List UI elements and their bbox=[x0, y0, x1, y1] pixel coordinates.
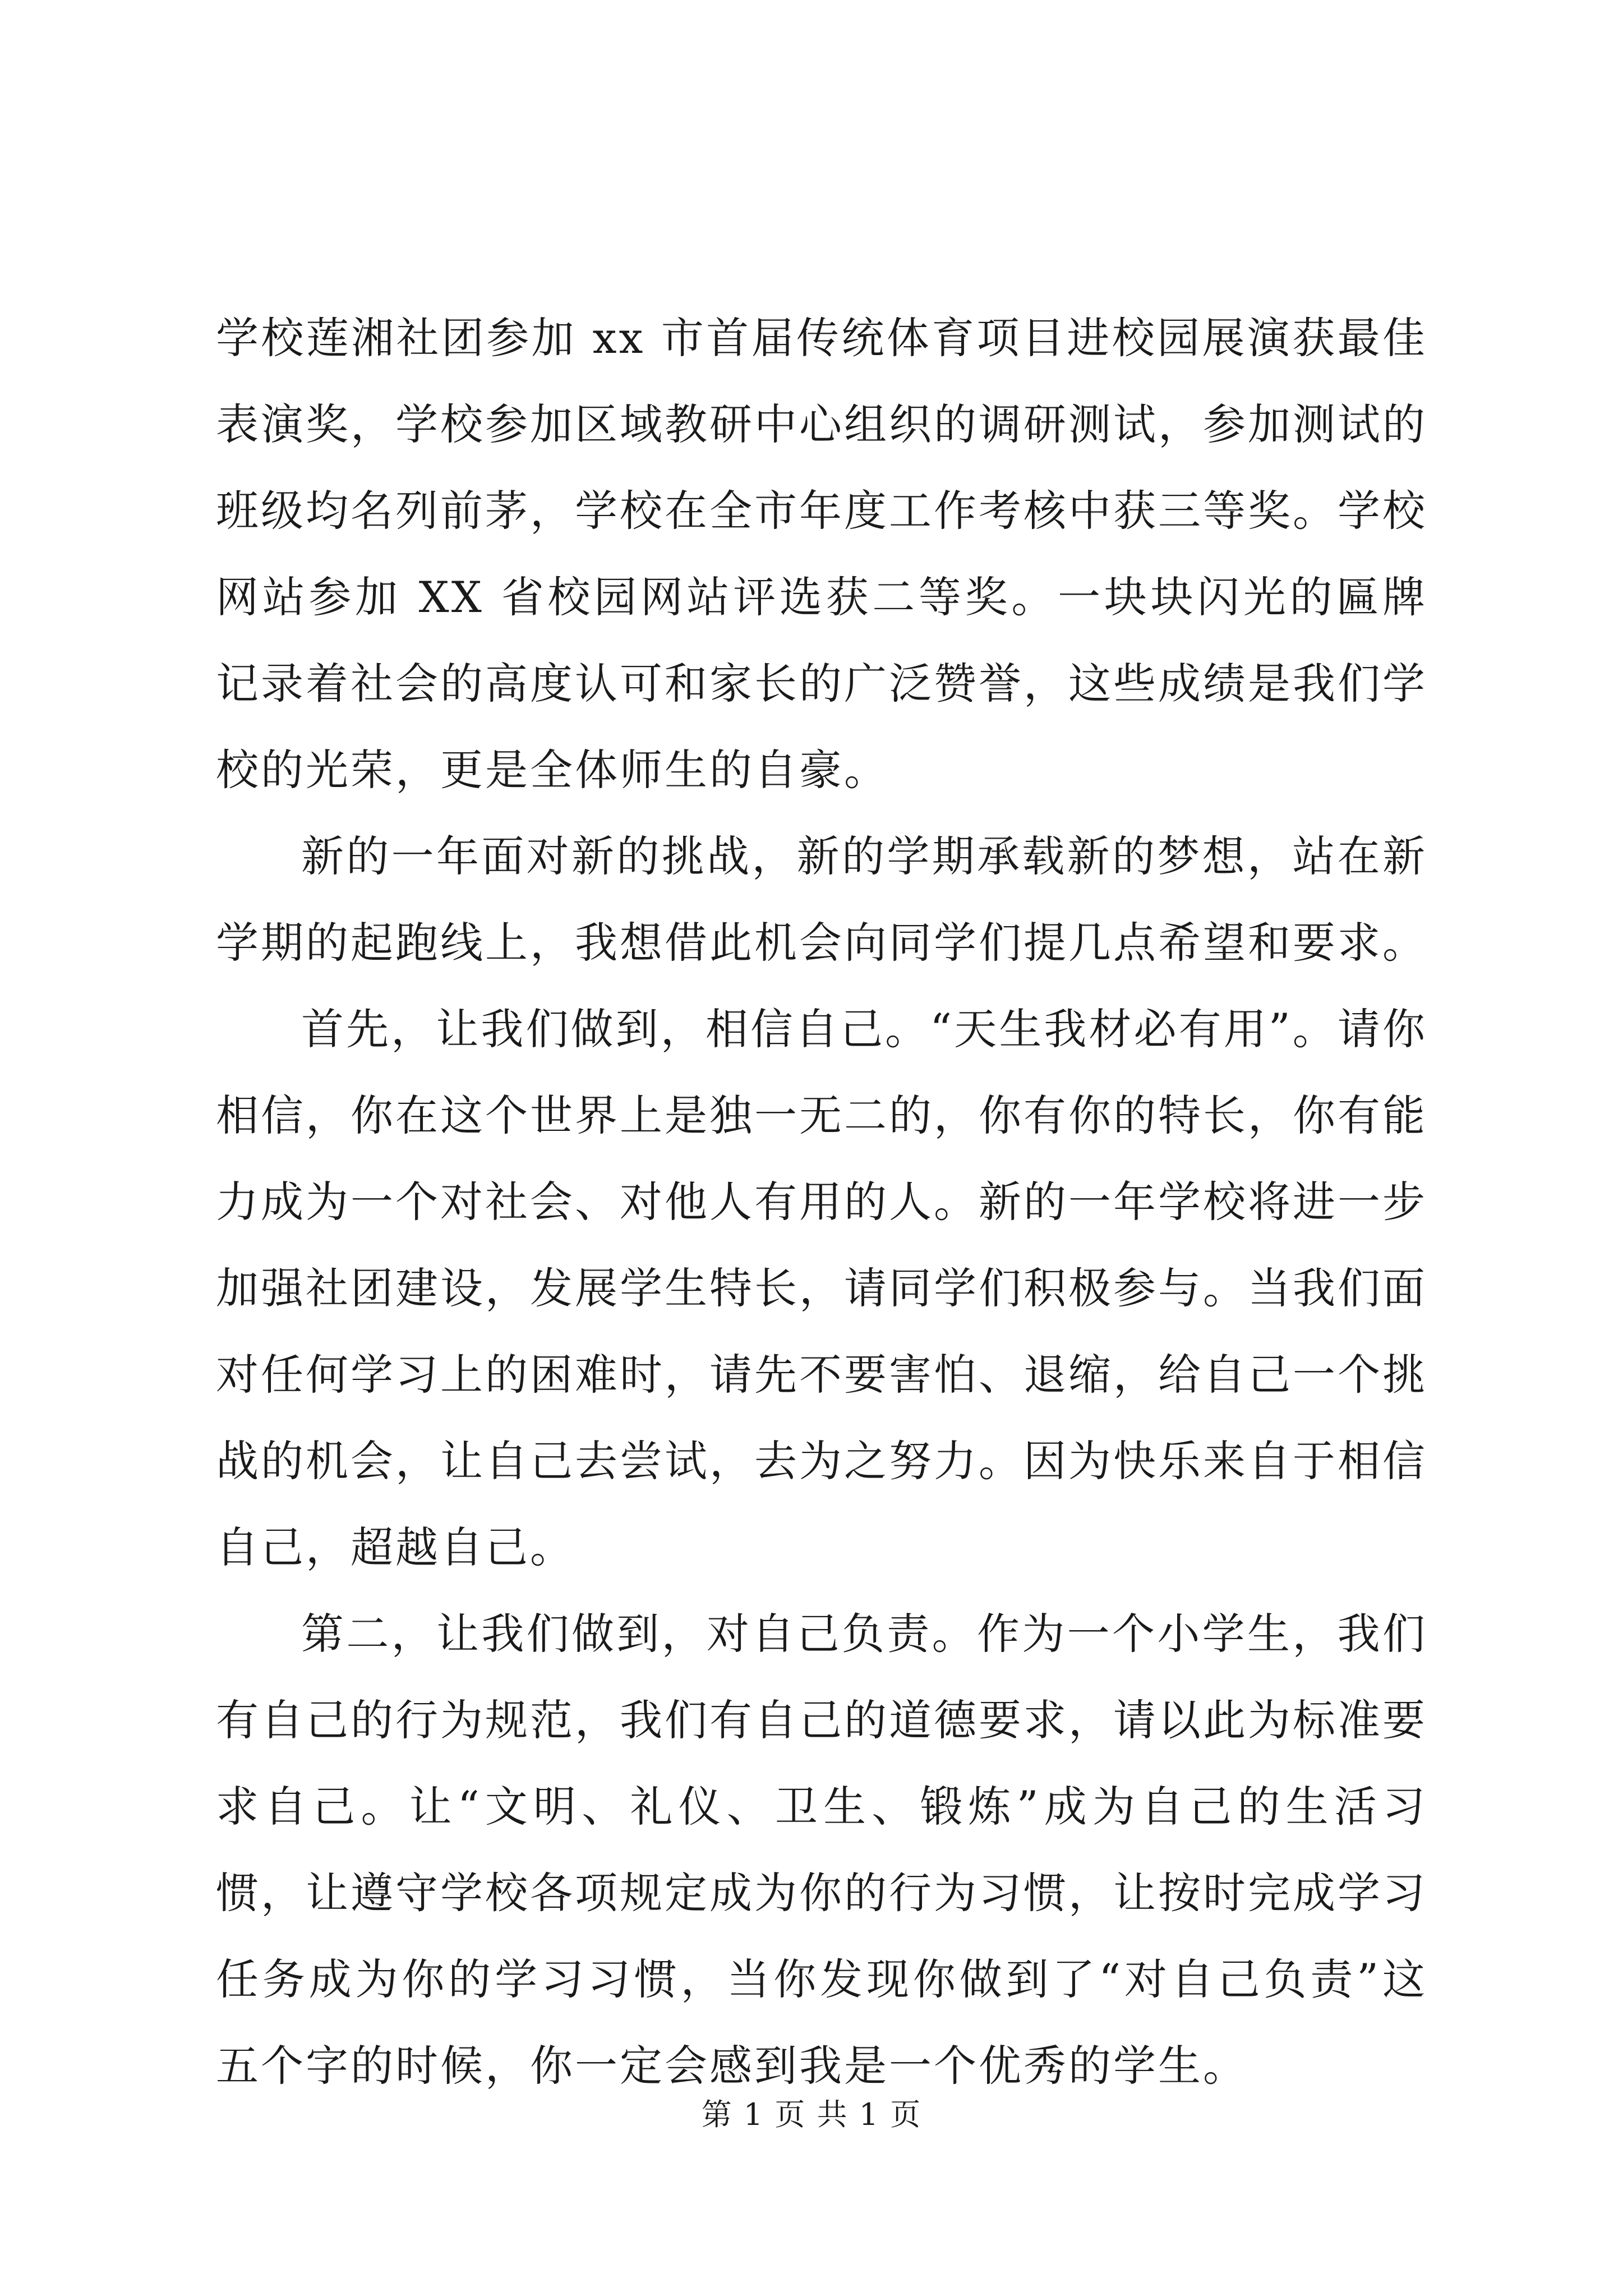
paragraph-4: 第二，让我们做到，对自己负责。作为一个小学生，我们有自己的行为规范，我们有自己的道德要求，请以此为标准要求自己。让“文明、礼仪、卫生、锻炼”成为自己的生活习惯，让遵守学校各项规定成为你的行为习惯，让按时完成学习任务成为你的学习习惯，当你发现你做到了“对自己负责”这五个字的时候，你一定会感到我是一个优秀的学生。 bbox=[216, 1609, 1427, 2091]
page-number-footer: 第 1 页 共 1 页 bbox=[701, 2097, 922, 2132]
paragraph-2: 新的一年面对新的挑战，新的学期承载新的梦想，站在新学期的起跑线上，我想借此机会向同学们提几点希望和要求。 bbox=[216, 831, 1427, 968]
paragraph-3: 首先，让我们做到，相信自己。“天生我材必有用”。请你相信，你在这个世界上是独一无二的，你有你的特长，你有能力成为一个对社会、对他人有用的人。新的一年学校将进一步加强社团建设，发展学生特长，请同学们积极参与。当我们面对任何学习上的困难时，请先不要害怕、退缩，给自己一个挑战的机会，让自己去尝试，去为之努力。因为快乐来自于相信自己，超越自己。 bbox=[216, 1004, 1427, 1572]
document-body bbox=[216, 295, 1427, 2109]
paragraph-1: 学校莲湘社团参加 xx 市首届传统体育项目进校园展演获最佳表演奖，学校参加区域教研中心组织的调研测试，参加测试的班级均名列前茅，学校在全市年度工作考核中获三等奖。学校网站参加 XX 省校园网站评选获二等奖。一块块闪光的匾牌记录着社会的高度认可和家长的广泛赞誉，这些成绩是我们学校的光荣，更是全体师生的自豪。 bbox=[216, 313, 1427, 795]
